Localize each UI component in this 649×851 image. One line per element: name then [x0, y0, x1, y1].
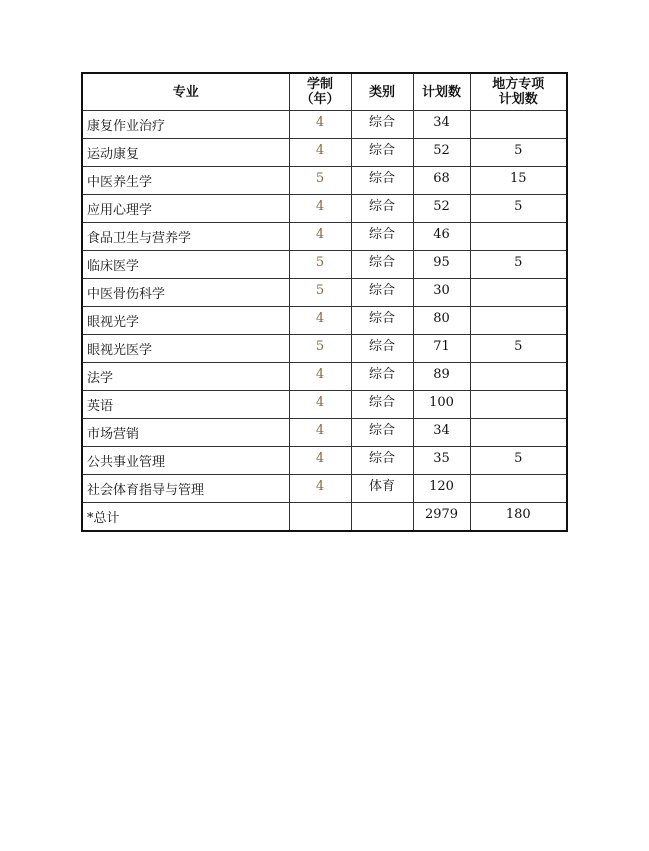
total-local-plan: 180	[470, 503, 567, 531]
cell-local-plan: 5	[470, 139, 567, 167]
table-row	[82, 475, 567, 503]
header-local-line2: 计划数	[498, 92, 538, 107]
cell-major: 康复作业治疗	[82, 111, 289, 139]
cell-years: 5	[289, 251, 351, 279]
table-row	[82, 279, 567, 307]
cell-years: 4	[289, 223, 351, 251]
cell-years: 4	[289, 391, 351, 419]
cell-major: 社会体育指导与管理	[82, 475, 289, 503]
cell-local-plan: 5	[470, 447, 567, 475]
table-row	[82, 139, 567, 167]
table-row	[82, 363, 567, 391]
cell-major: 公共事业管理	[82, 447, 289, 475]
table-row	[82, 195, 567, 223]
cell-plan: 52	[413, 139, 470, 167]
cell-local-plan	[470, 307, 567, 335]
cell-type: 综合	[351, 279, 413, 307]
cell-plan: 100	[413, 391, 470, 419]
cell-major: 法学	[82, 363, 289, 391]
cell-plan: 120	[413, 475, 470, 503]
cell-local-plan: 5	[470, 195, 567, 223]
enrollment-plan-table	[81, 72, 568, 532]
table-row	[82, 167, 567, 195]
cell-type: 综合	[351, 363, 413, 391]
cell-years: 5	[289, 335, 351, 363]
cell-plan: 30	[413, 279, 470, 307]
cell-local-plan: 15	[470, 167, 567, 195]
cell-local-plan: 5	[470, 251, 567, 279]
cell-plan: 71	[413, 335, 470, 363]
header-plan: 计划数	[413, 73, 470, 111]
cell-major: 运动康复	[82, 139, 289, 167]
cell-type: 综合	[351, 167, 413, 195]
cell-years: 4	[289, 139, 351, 167]
cell-type: 综合	[351, 195, 413, 223]
cell-local-plan	[470, 475, 567, 503]
cell-years: 4	[289, 419, 351, 447]
cell-local-plan	[470, 391, 567, 419]
cell-type: 综合	[351, 391, 413, 419]
cell-years: 5	[289, 167, 351, 195]
header-local-plan	[470, 73, 567, 111]
cell-local-plan	[470, 279, 567, 307]
cell-type: 综合	[351, 419, 413, 447]
cell-major: 英语	[82, 391, 289, 419]
cell-plan: 46	[413, 223, 470, 251]
cell-years: 4	[289, 307, 351, 335]
cell-type: 综合	[351, 251, 413, 279]
header-local-line1: 地方专项	[492, 77, 545, 92]
cell-years: 4	[289, 363, 351, 391]
cell-local-plan	[470, 363, 567, 391]
total-label: *总计	[82, 503, 289, 531]
cell-plan: 80	[413, 307, 470, 335]
cell-plan: 34	[413, 419, 470, 447]
cell-major: 中医骨伤科学	[82, 279, 289, 307]
cell-major: 临床医学	[82, 251, 289, 279]
cell-type: 综合	[351, 223, 413, 251]
header-years-line1: 学制	[306, 77, 333, 92]
cell-type: 综合	[351, 111, 413, 139]
table-row	[82, 111, 567, 139]
header-major: 专业	[82, 73, 289, 111]
total-row	[82, 503, 567, 531]
cell-major: 眼视光学	[82, 307, 289, 335]
table-row	[82, 307, 567, 335]
table-row	[82, 447, 567, 475]
cell-plan: 95	[413, 251, 470, 279]
header-years	[289, 73, 351, 111]
table-row	[82, 251, 567, 279]
table-row	[82, 335, 567, 363]
table-header-row	[82, 73, 567, 111]
header-type: 类别	[351, 73, 413, 111]
cell-plan: 68	[413, 167, 470, 195]
cell-type: 体育	[351, 475, 413, 503]
table-row	[82, 223, 567, 251]
cell-local-plan	[470, 111, 567, 139]
cell-local-plan	[470, 223, 567, 251]
cell-plan: 34	[413, 111, 470, 139]
cell-major: 食品卫生与营养学	[82, 223, 289, 251]
cell-type: 综合	[351, 335, 413, 363]
cell-type: 综合	[351, 307, 413, 335]
cell-years: 4	[289, 195, 351, 223]
cell-plan: 35	[413, 447, 470, 475]
cell-plan: 89	[413, 363, 470, 391]
cell-years: 5	[289, 279, 351, 307]
cell-major: 眼视光医学	[82, 335, 289, 363]
cell-years: 4	[289, 475, 351, 503]
cell-plan: 52	[413, 195, 470, 223]
cell-type: 综合	[351, 139, 413, 167]
cell-years: 4	[289, 447, 351, 475]
cell-years: 4	[289, 111, 351, 139]
cell-local-plan	[470, 419, 567, 447]
table-row	[82, 391, 567, 419]
total-type	[351, 503, 413, 531]
table-row	[82, 419, 567, 447]
cell-major: 中医养生学	[82, 167, 289, 195]
total-plan: 2979	[413, 503, 470, 531]
total-years	[289, 503, 351, 531]
header-years-line2: （年）	[300, 92, 340, 107]
cell-local-plan: 5	[470, 335, 567, 363]
cell-type: 综合	[351, 447, 413, 475]
cell-major: 市场营销	[82, 419, 289, 447]
cell-major: 应用心理学	[82, 195, 289, 223]
